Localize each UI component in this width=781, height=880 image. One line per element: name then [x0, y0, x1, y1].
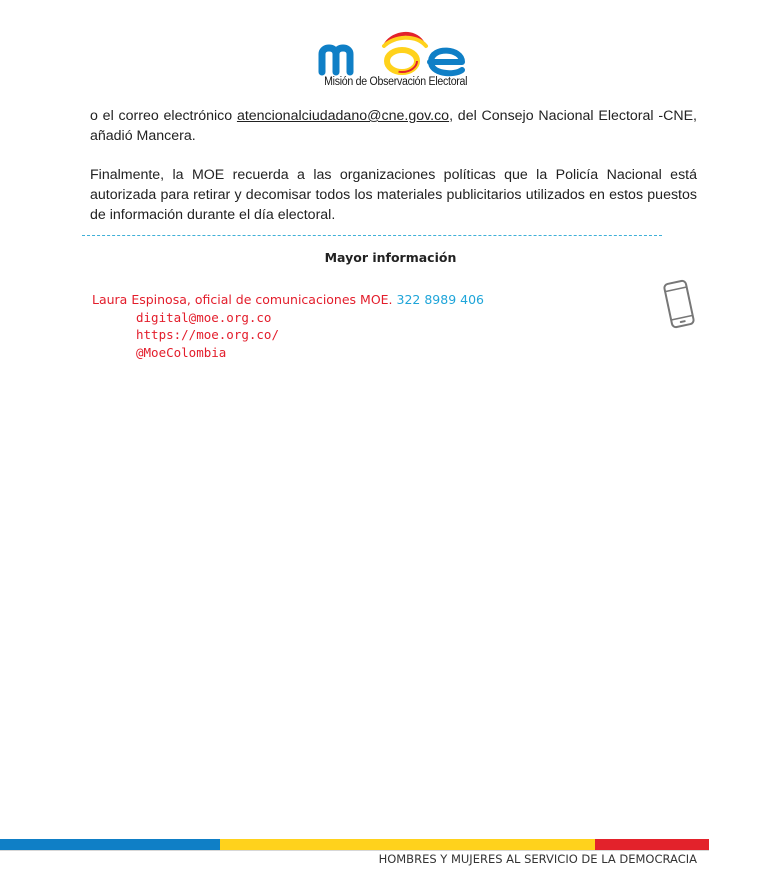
contact-social[interactable]: @MoeColombia — [136, 344, 227, 360]
moe-logo-mark — [318, 30, 470, 78]
mobile-phone-icon — [658, 278, 700, 330]
footer-slogan: HOMBRES Y MUJERES AL SERVICIO DE LA DEMOCRACIA — [378, 852, 697, 866]
cne-email-link[interactable]: atencionalciudadano@cne.gov.co — [236, 108, 450, 124]
paragraph-final: Finalmente, la MOE recuerda a las organizaciones políticas que la Policía Nacional está autorizada para retirar y decomisar todos los materiales publicitarios utilizados en estos puestos de información durante el día electoral. — [90, 167, 697, 223]
paragraph-email — [90, 106, 697, 146]
contact-website[interactable]: https://moe.org.co/ — [136, 327, 279, 342]
contact-email[interactable]: digital@moe.org.co — [136, 309, 272, 325]
footer-stripe-red — [595, 839, 709, 850]
contact-block — [92, 291, 484, 361]
footer-stripe-blue — [0, 839, 220, 850]
dashed-divider — [82, 235, 662, 236]
logo-subtitle: Misión de Observación Electoral — [324, 76, 468, 88]
paragraph-email-before: o el correo electrónico — [90, 108, 237, 124]
moe-logo — [318, 30, 470, 92]
paragraph-email-after: , del Consejo Nacional Electoral -CNE, añadió Mancera. — [90, 108, 697, 144]
footer-stripe-yellow — [220, 839, 595, 850]
footer-rule — [0, 850, 709, 851]
contact-person: Laura Espinosa, oficial de comunicaciones MOE. — [92, 292, 393, 307]
section-heading: Mayor información — [324, 250, 457, 265]
contact-phone[interactable]: 322 8989 406 — [396, 292, 484, 307]
